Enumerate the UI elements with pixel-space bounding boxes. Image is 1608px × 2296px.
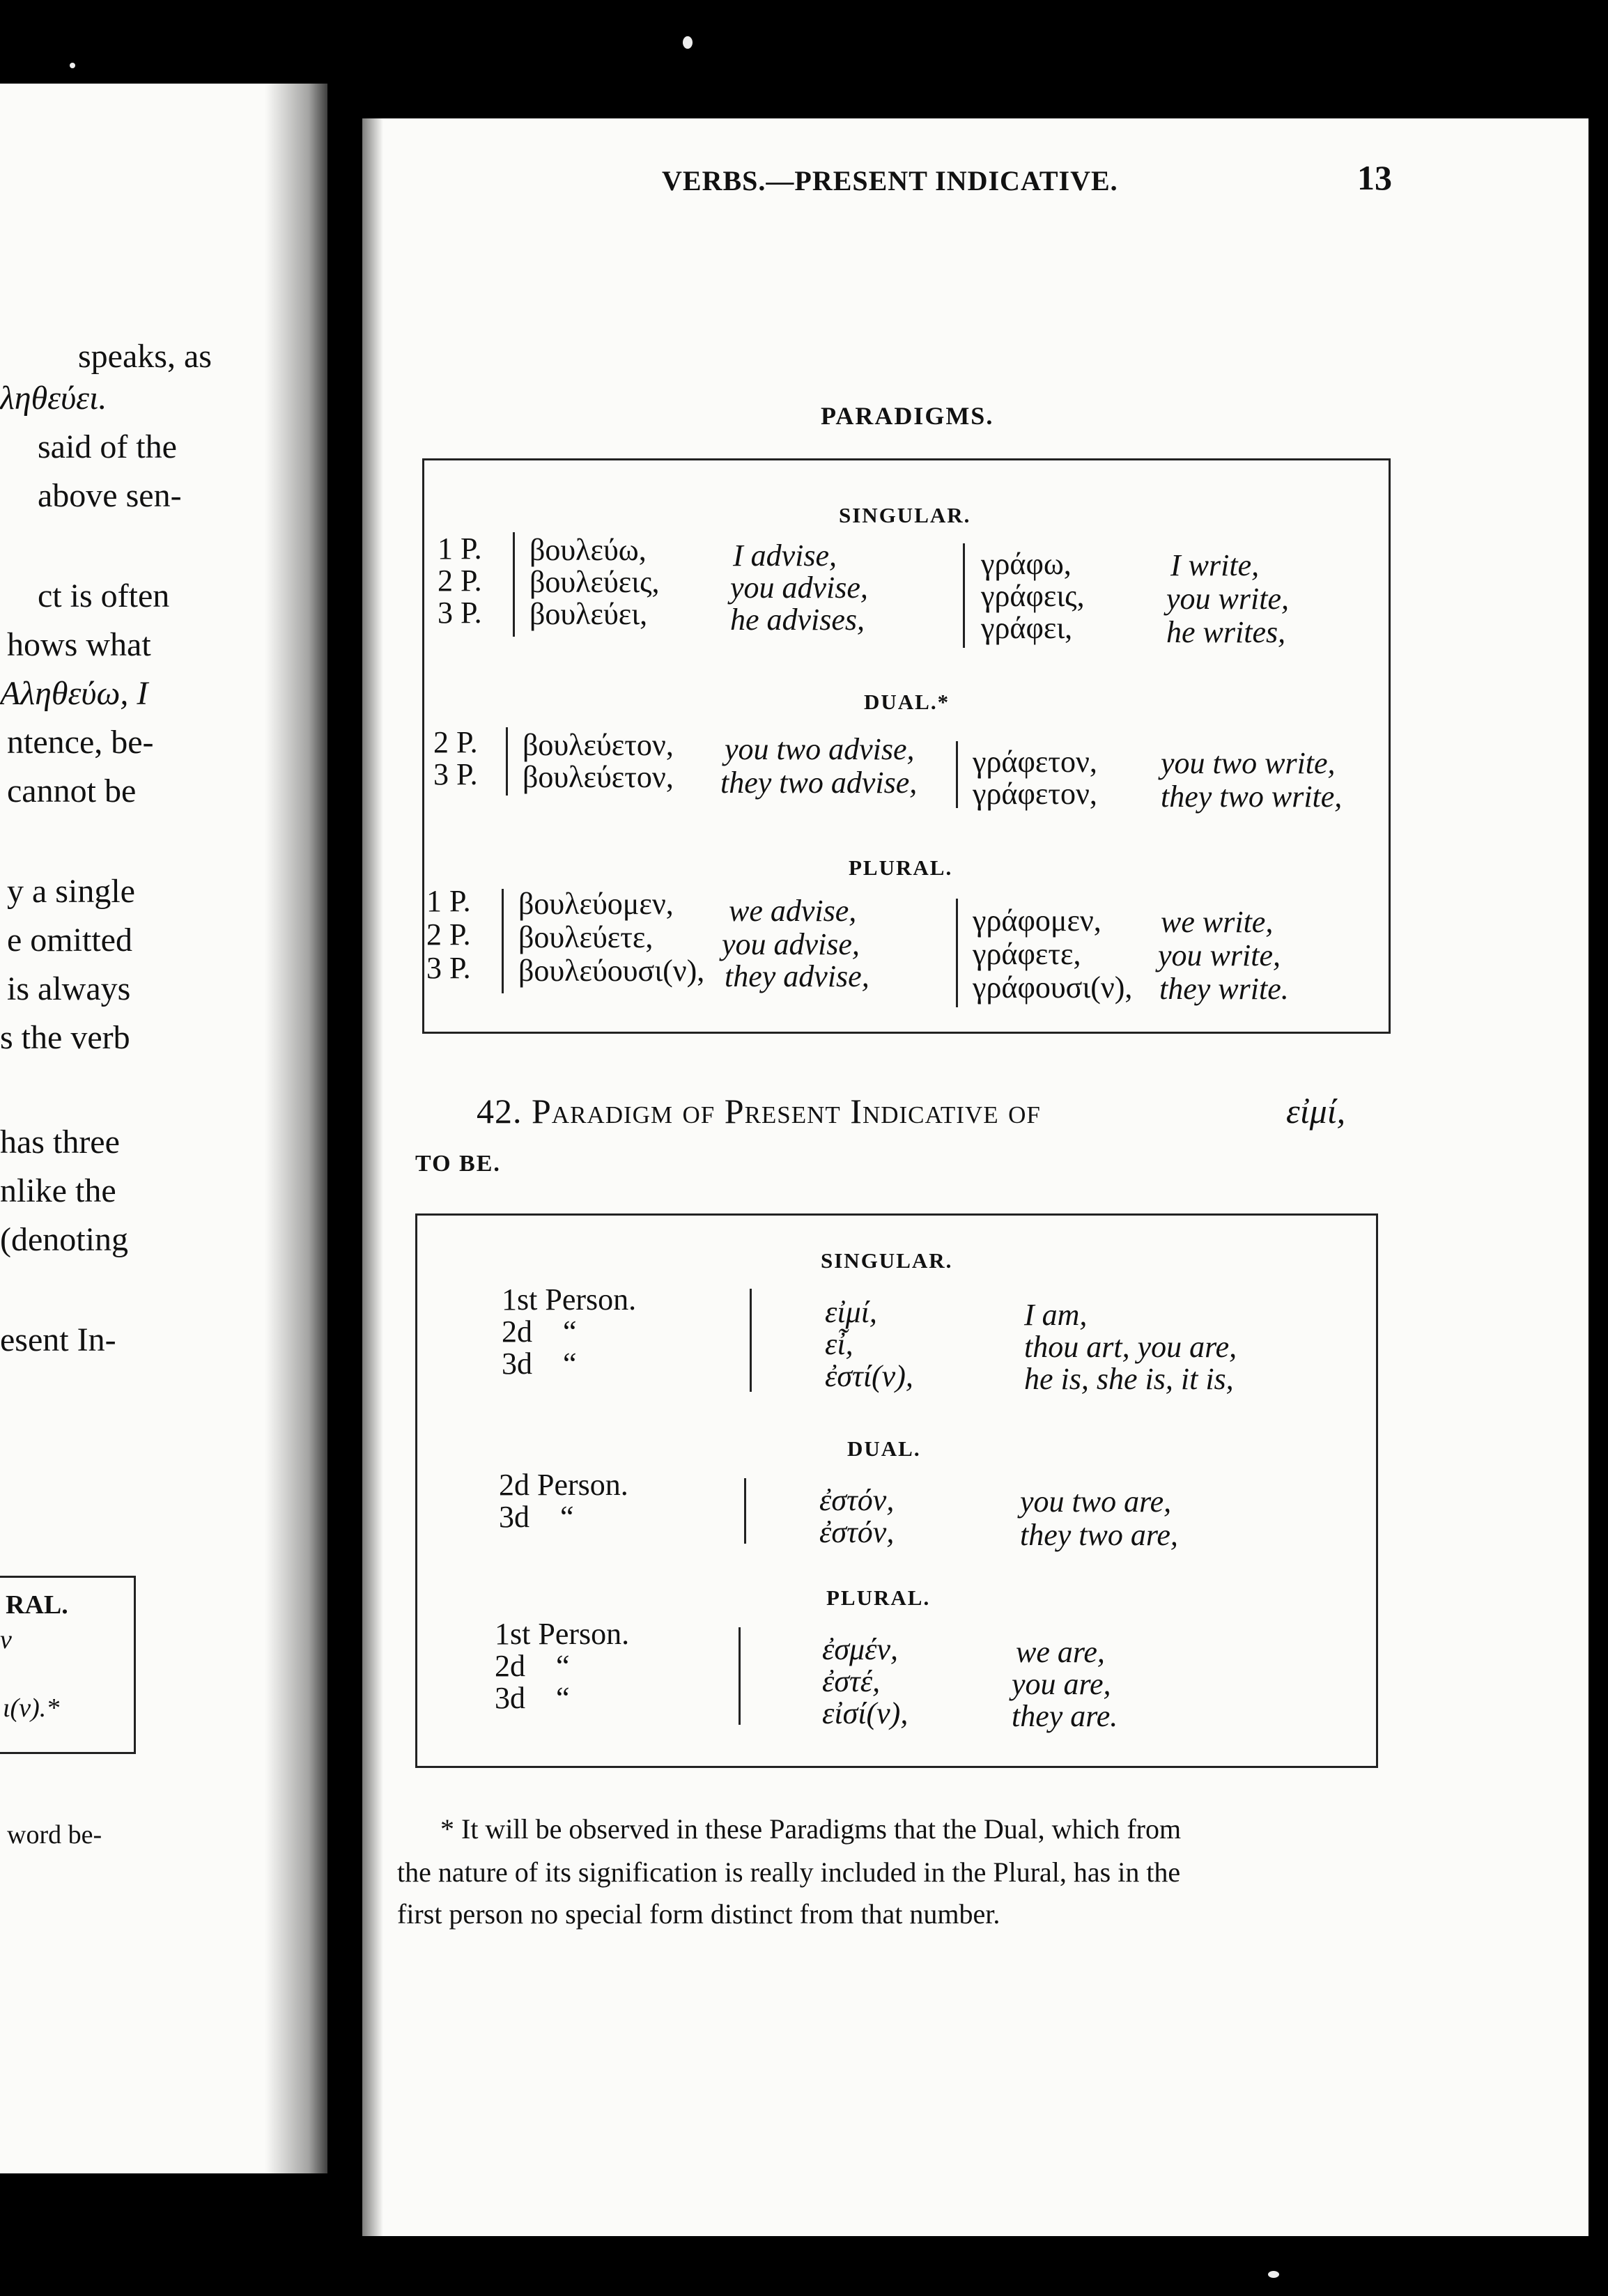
person-cell: 2 P. [433, 725, 478, 759]
column-divider [956, 899, 958, 1007]
greek-form: ἐσμέν, [822, 1632, 898, 1666]
running-title: VERBS.—PRESENT INDICATIVE. [662, 165, 1118, 196]
column-divider [963, 543, 965, 648]
column-divider [739, 1627, 741, 1725]
person-cell: 2d “ [502, 1314, 577, 1349]
greek-form: ἐστί(ν), [825, 1359, 913, 1393]
left-line: has three [0, 1124, 120, 1161]
person-cell: 3 P. [433, 757, 478, 791]
english-gloss: he writes, [1166, 615, 1286, 649]
person-cell: 1st Person. [502, 1282, 637, 1317]
column-divider [502, 889, 504, 993]
person-cell: 3d “ [499, 1500, 574, 1534]
left-line: (denoting [0, 1221, 128, 1258]
english-gloss: thou art, you are, [1024, 1330, 1237, 1364]
english-gloss: they two write, [1161, 779, 1343, 814]
greek-form: γράφομεν, [973, 903, 1101, 938]
english-gloss: they write. [1159, 972, 1289, 1006]
greek-form: βουλεύουσι(ν), [518, 954, 705, 988]
english-gloss: we write, [1161, 905, 1274, 939]
greek-form: γράφω, [981, 547, 1072, 581]
footnote-line: first person no special form distinct from that number. [397, 1898, 1000, 1930]
page-edge-shadow [362, 118, 383, 2236]
person-cell: 2 P. [426, 917, 471, 952]
left-line: e omitted [7, 922, 132, 959]
page-number: 13 [1357, 158, 1392, 197]
english-gloss: I advise, [733, 538, 837, 573]
person-cell: 1 P. [426, 884, 471, 918]
english-gloss: they advise, [725, 959, 869, 993]
english-gloss: I am, [1024, 1298, 1088, 1332]
section-42-greek-word: εἰμί, [1286, 1092, 1346, 1131]
english-gloss: you write, [1158, 938, 1281, 972]
left-line: Αληθεύω, I [0, 675, 148, 712]
plural-label: PLURAL. [826, 1585, 931, 1610]
column-divider [506, 727, 508, 796]
left-line: nlike the [0, 1172, 116, 1209]
greek-form: γράφουσι(ν), [973, 970, 1133, 1004]
left-line: ct is often [38, 577, 170, 614]
section-42-title: 42. Paradigm of Present Indicative of [477, 1092, 1041, 1131]
greek-form: βουλεύομεν, [518, 887, 674, 921]
gutter-shadow [265, 84, 327, 2173]
greek-form: γράφεις, [981, 579, 1085, 613]
left-line: speaks, as [78, 338, 212, 375]
english-gloss: they two advise, [720, 766, 918, 800]
greek-form: ἐστέ, [822, 1664, 881, 1698]
singular-label: SINGULAR. [821, 1248, 953, 1273]
left-line: s the verb [0, 1019, 130, 1056]
greek-form: εἰμί, [825, 1295, 877, 1329]
dual-label: DUAL. [847, 1436, 921, 1461]
greek-form: βουλεύω, [529, 533, 647, 567]
greek-form: γράφει, [981, 611, 1073, 645]
singular-label: SINGULAR. [839, 503, 971, 527]
english-gloss: you two are, [1020, 1484, 1172, 1519]
greek-form: ἐστόν, [819, 1483, 895, 1517]
column-divider [956, 741, 958, 808]
left-footer: word be- [7, 1820, 102, 1849]
left-line: said of the [38, 428, 177, 465]
greek-form: γράφετον, [973, 777, 1097, 811]
greek-form: ἐστόν, [819, 1515, 895, 1549]
greek-form: εἶ, [825, 1327, 853, 1361]
left-line: esent In- [0, 1321, 116, 1358]
english-gloss: we advise, [729, 894, 857, 928]
english-gloss: we are, [1016, 1635, 1105, 1669]
greek-form: γράφετε, [973, 937, 1081, 971]
english-gloss: you two write, [1161, 746, 1336, 780]
scan-speck [70, 63, 75, 68]
english-gloss: they two are, [1020, 1518, 1178, 1552]
section-42-subtitle: TO BE. [415, 1151, 501, 1177]
person-cell: 2 P. [438, 564, 482, 598]
greek-form: βουλεύετον, [523, 760, 674, 794]
english-gloss: you write, [1166, 582, 1289, 616]
greek-form: εἰσί(ν), [822, 1696, 909, 1730]
left-box-line: ν [0, 1625, 12, 1654]
left-line: ληθεύει. [0, 380, 107, 417]
person-cell: 1 P. [438, 532, 482, 566]
person-cell: 3 P. [438, 596, 482, 630]
person-cell: 3 P. [426, 951, 471, 985]
greek-form: βουλεύεις, [529, 565, 660, 599]
left-line: cannot be [7, 773, 137, 809]
left-box-line: RAL. [6, 1590, 68, 1620]
greek-form: βουλεύετε, [518, 920, 654, 954]
person-cell: 1st Person. [495, 1617, 630, 1651]
english-gloss: you two advise, [725, 732, 915, 766]
english-gloss: I write, [1170, 548, 1260, 582]
english-gloss: you advise, [722, 927, 860, 961]
person-cell: 2d Person. [499, 1468, 628, 1502]
greek-form: γράφετον, [973, 745, 1097, 779]
english-gloss: you advise, [730, 571, 868, 605]
scan-speck [1268, 2271, 1279, 2278]
left-line: ntence, be- [7, 724, 154, 761]
person-cell: 2d “ [495, 1649, 570, 1683]
column-divider [744, 1478, 746, 1544]
dual-label: DUAL.* [864, 690, 950, 714]
person-cell: 3d “ [502, 1347, 577, 1381]
column-divider [750, 1289, 752, 1392]
footnote-line: the nature of its signification is really included in the Plural, has in the [397, 1856, 1181, 1888]
greek-form: βουλεύετον, [523, 728, 674, 762]
column-divider [513, 532, 515, 637]
greek-form: βουλεύει, [529, 597, 648, 631]
plural-label: PLURAL. [849, 855, 953, 880]
left-line: hows what [7, 626, 151, 663]
scan-speck [683, 36, 693, 49]
left-line: is always [7, 970, 131, 1007]
paradigms-title: PARADIGMS. [821, 402, 994, 430]
left-box-line: ι(ν).* [3, 1693, 60, 1723]
left-line: above sen- [38, 477, 182, 514]
english-gloss: he advises, [730, 603, 865, 637]
footnote-line: * It will be observed in these Paradigms that the Dual, which from [440, 1813, 1182, 1845]
person-cell: 3d “ [495, 1681, 570, 1715]
english-gloss: they are. [1012, 1699, 1118, 1733]
english-gloss: he is, she is, it is, [1024, 1362, 1234, 1396]
english-gloss: you are, [1012, 1667, 1111, 1701]
left-line: y a single [7, 873, 135, 910]
